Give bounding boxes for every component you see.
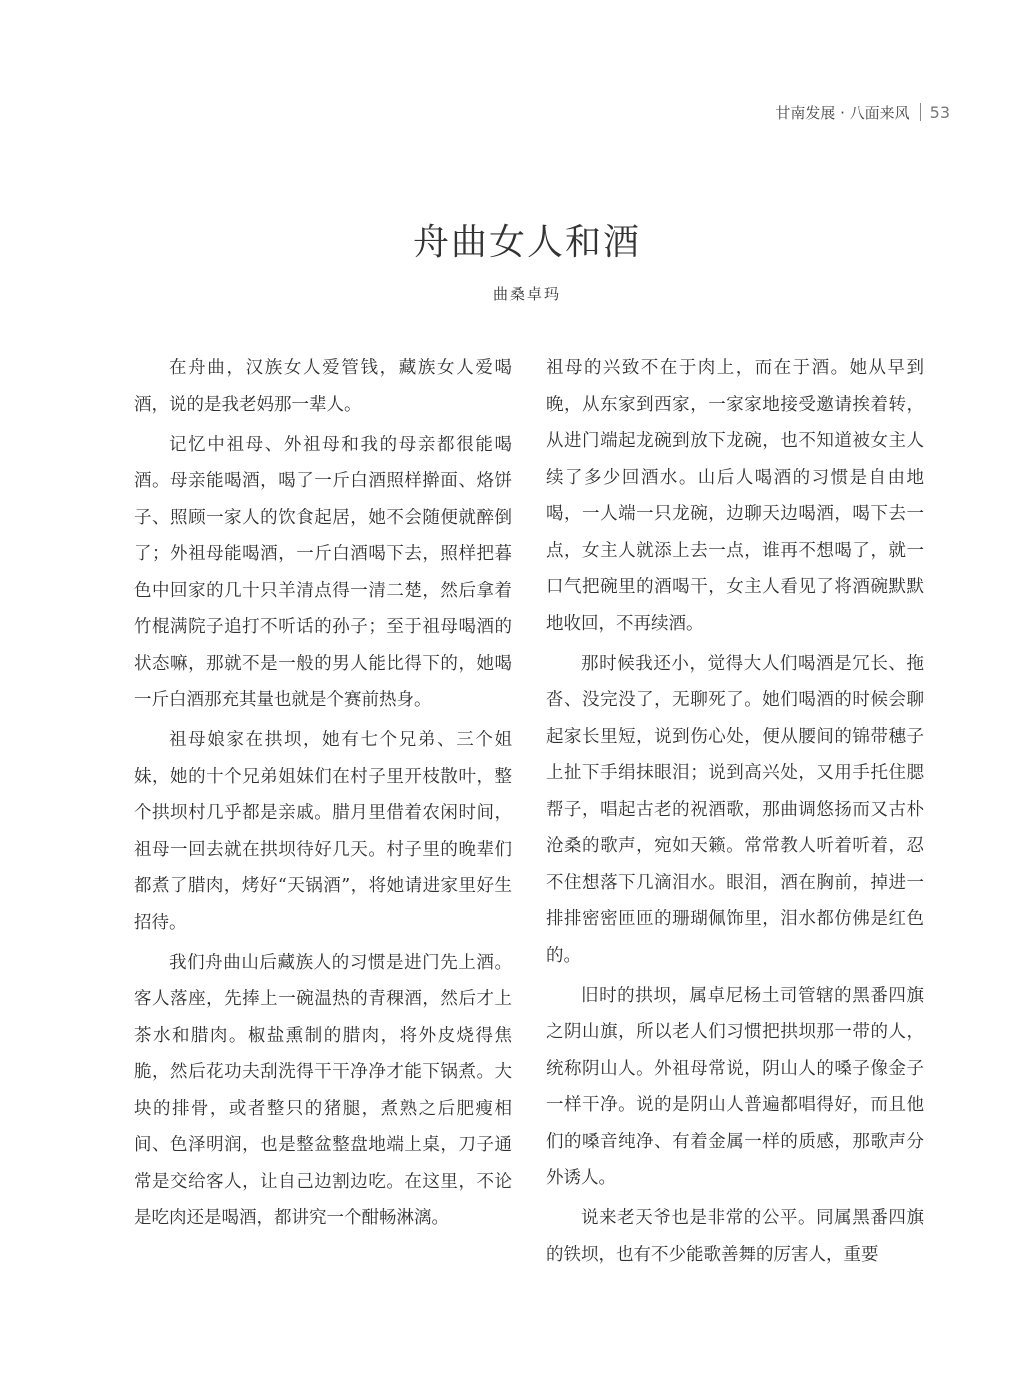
running-header xyxy=(775,100,950,124)
section-title: 甘南发展 · 八面来风 xyxy=(775,103,910,122)
paragraph: 说来老天爷也是非常的公平。同属黑番四旗的铁坝，也有不少能歌善舞的厉害人，重要 xyxy=(546,1208,924,1265)
paragraph: 祖母娘家在拱坝，她有七个兄弟、三个姐妹，她的十个兄弟姐妹们在村子里开枝散叶，整个拱坝村几乎都是亲戚。腊月里借着农闲时间，祖母一回去就在拱坝待好几天。村子里的晚辈们都煮了腊肉，烤好“天锅酒”，将她请进家里好生招待。 xyxy=(134,730,512,933)
article-title: 舟曲女人和酒 xyxy=(412,222,641,263)
paragraph-continuation: 祖母的兴致不在于肉上，而在于酒。她从早到晚，从东家到西家，一家家地接受邀请挨着转，从进门端起龙碗到放下龙碗，也不知道被女主人续了多少回酒水。山后人喝酒的习惯是自由地喝，一人端一只龙碗，边聊天边喝酒，喝下去一点，女主人就添上去一点，谁再不想喝了，就一口气把碗里的酒喝干，女主人看见了将酒碗默默地收回，不再续酒。 xyxy=(546,358,924,634)
text-column-left xyxy=(134,350,512,1240)
page-number: 53 xyxy=(929,102,950,122)
paragraph: 我们舟曲山后藏族人的习惯是进门先上酒。客人落座，先捧上一碗温热的青稞酒，然后才上茶水和腊肉。椒盐熏制的腊肉，将外皮烧得焦脆，然后花功夫刮洗得干干净净才能下锅煮。大块的排骨，或者整只的猪腿，煮熟之后肥瘦相间、色泽明润，也是整盆整盘地端上桌，刀子通常是交给客人，让自己边割边吃。在这里，不论是吃肉还是喝酒，都讲究一个酣畅淋漓。 xyxy=(134,952,512,1228)
article-author: 曲桑卓玛 xyxy=(492,285,561,303)
paragraph: 旧时的拱坝，属卓尼杨土司管辖的黑番四旗之阴山旗，所以老人们习惯把拱坝那一带的人，统称阴山人。外祖母常说，阴山人的嗓子像金子一样干净。说的是阴山人普遍都唱得好，而且他们的嗓音纯净、有着金属一样的质感，那歌声分外诱人。 xyxy=(546,985,924,1188)
header-divider xyxy=(920,103,921,121)
paragraph: 那时候我还小，觉得大人们喝酒是冗长、拖沓、没完没了，无聊死了。她们喝酒的时候会聊起家长里短，说到伤心处，便从腰间的锦带穗子上扯下手绢抹眼泪；说到高兴处，又用手托住腮帮子，唱起古老的祝酒歌，那曲调悠扬而又古朴沧桑的歌声，宛如天籁。常常教人听着听着，忍不住想落下几滴泪水。眼泪，酒在胸前，掉进一排排密密匝匝的珊瑚佩饰里，泪水都仿佛是红色的。 xyxy=(546,653,924,966)
paragraph: 在舟曲，汉族女人爱管钱，藏族女人爱喝酒，说的是我老妈那一辈人。 xyxy=(134,358,512,415)
paragraph: 记忆中祖母、外祖母和我的母亲都很能喝酒。母亲能喝酒，喝了一斤白酒照样擀面、烙饼子、照顾一家人的饮食起居，她不会随便就醉倒了；外祖母能喝酒，一斤白酒喝下去，照样把暮色中回家的几十只羊清点得一清二楚，然后拿着竹棍满院子追打不听话的孙子；至于祖母喝酒的状态嘛，那就不是一般的男人能比得下的，她喝一斤白酒那充其量也就是个赛前热身。 xyxy=(134,434,512,710)
text-column-right xyxy=(546,350,924,1277)
